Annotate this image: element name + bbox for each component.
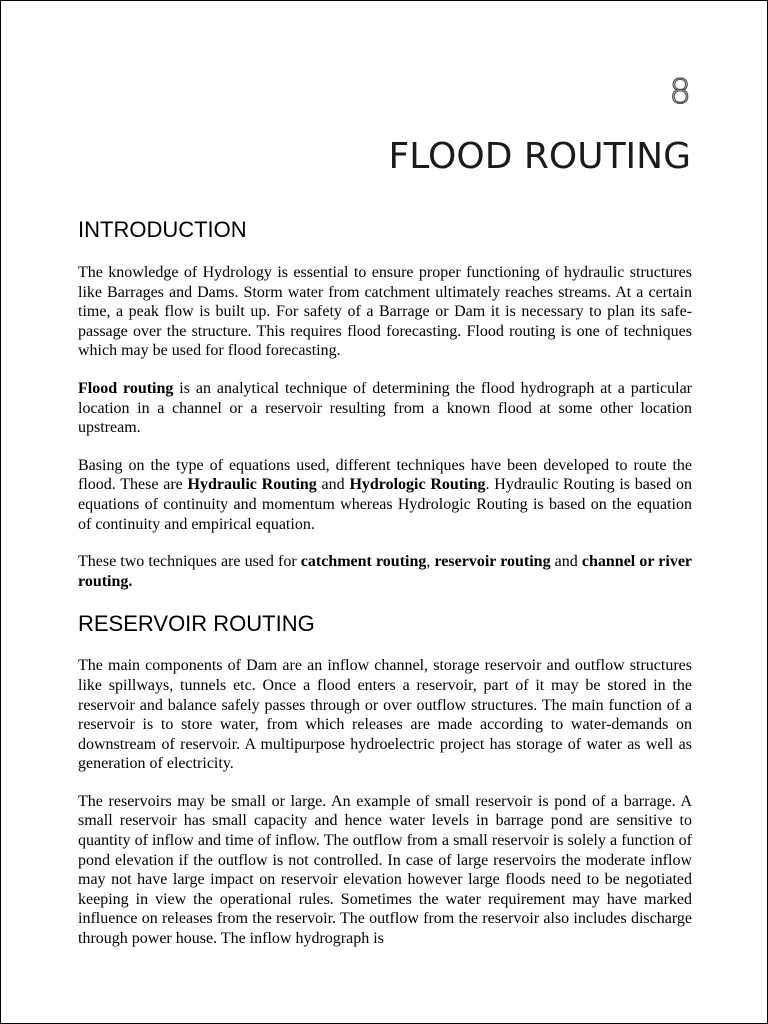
intro-paragraph-3 — [78, 456, 692, 534]
intro-paragraph-2 — [78, 379, 692, 438]
term-catchment-routing: catchment routing — [300, 553, 427, 571]
term-hydraulic-routing: Hydraulic Routing — [187, 476, 317, 494]
reservoir-paragraph-2: The reservoirs may be small or large. An example of small reservoir is pond of a barrage. A small reservoir has small capacity and hence water levels in barrage pond are sensitive to quantity of inflow and time of inflow. The outflow from a small reservoir is solely a function of pond elevation if the outflow is not controlled. In case of large reservoirs the moderate inflow may not have large impact on reservoir elevation however large floods need to be negotiated keeping in view the operational rules. Sometimes the water requirement may have marked influence on releases from the reservoir. The outflow from the reservoir also includes discharge through power house. The inflow hydrograph is — [78, 792, 692, 948]
reservoir-routing-heading: RESERVOIR ROUTING — [78, 611, 315, 637]
intro-paragraph-1: The knowledge of Hydrology is essential to ensure proper functioning of hydraulic structures like Barrages and Dams. Storm water from catchment ultimately reaches streams. At a certain time, a peak flow is built up. For safety of a Barrage or Dam it is necessary to plan its safe-passage over the structure. This requires flood forecasting. Flood routing is one of techniques which may be used for flood forecasting. — [78, 264, 692, 360]
term-hydrologic-routing: Hydrologic Routing — [349, 476, 486, 494]
page-body — [78, 215, 692, 967]
term-reservoir-routing: reservoir routing — [434, 553, 551, 571]
intro-paragraph-4 — [78, 552, 692, 591]
intro-paragraph-3-text-e: . Hydraulic Routing is based on equations of continuity and momentum whereas Hydrologic Routing is based on the equation of continuity and empirical equation. — [78, 476, 692, 533]
term-channel-routing: channel or river routing. — [78, 553, 693, 590]
reservoir-paragraph-1: The main components of Dam are an inflow channel, storage reservoir and outflow structures like spillways, tunnels etc. Once a flood enters a reservoir, part of it may be stored in the reservoir and balance safely passes through or over outflow structures. The main function of a reservoir is to store water, from which releases are made according to water-demands on downstream of reservoir. A multipurpose hydroelectric project has storage of water as well as generation of electricity. — [78, 657, 692, 773]
intro-paragraph-2-text: is an analytical technique of determining the flood hydrograph at a particular location in a channel or a reservoir resulting from a known flood at some other location upstream. — [78, 379, 693, 437]
chapter-title: FLOOD ROUTING — [388, 136, 691, 177]
term-flood-routing: Flood routing — [78, 379, 174, 397]
intro-paragraph-3-text-c: and — [316, 476, 350, 494]
intro-paragraph-4-text-c: , — [426, 553, 435, 571]
chapter-number: 8 — [669, 72, 691, 112]
intro-paragraph-4-text-e: and — [550, 553, 582, 571]
intro-paragraph-4-text-a: These two techniques are used for — [78, 553, 301, 571]
intro-paragraph-3-text-a: Basing on the type of equations used, different techniques have been developed to route the flood. These are — [78, 456, 692, 494]
introduction-heading: INTRODUCTION — [78, 217, 247, 242]
